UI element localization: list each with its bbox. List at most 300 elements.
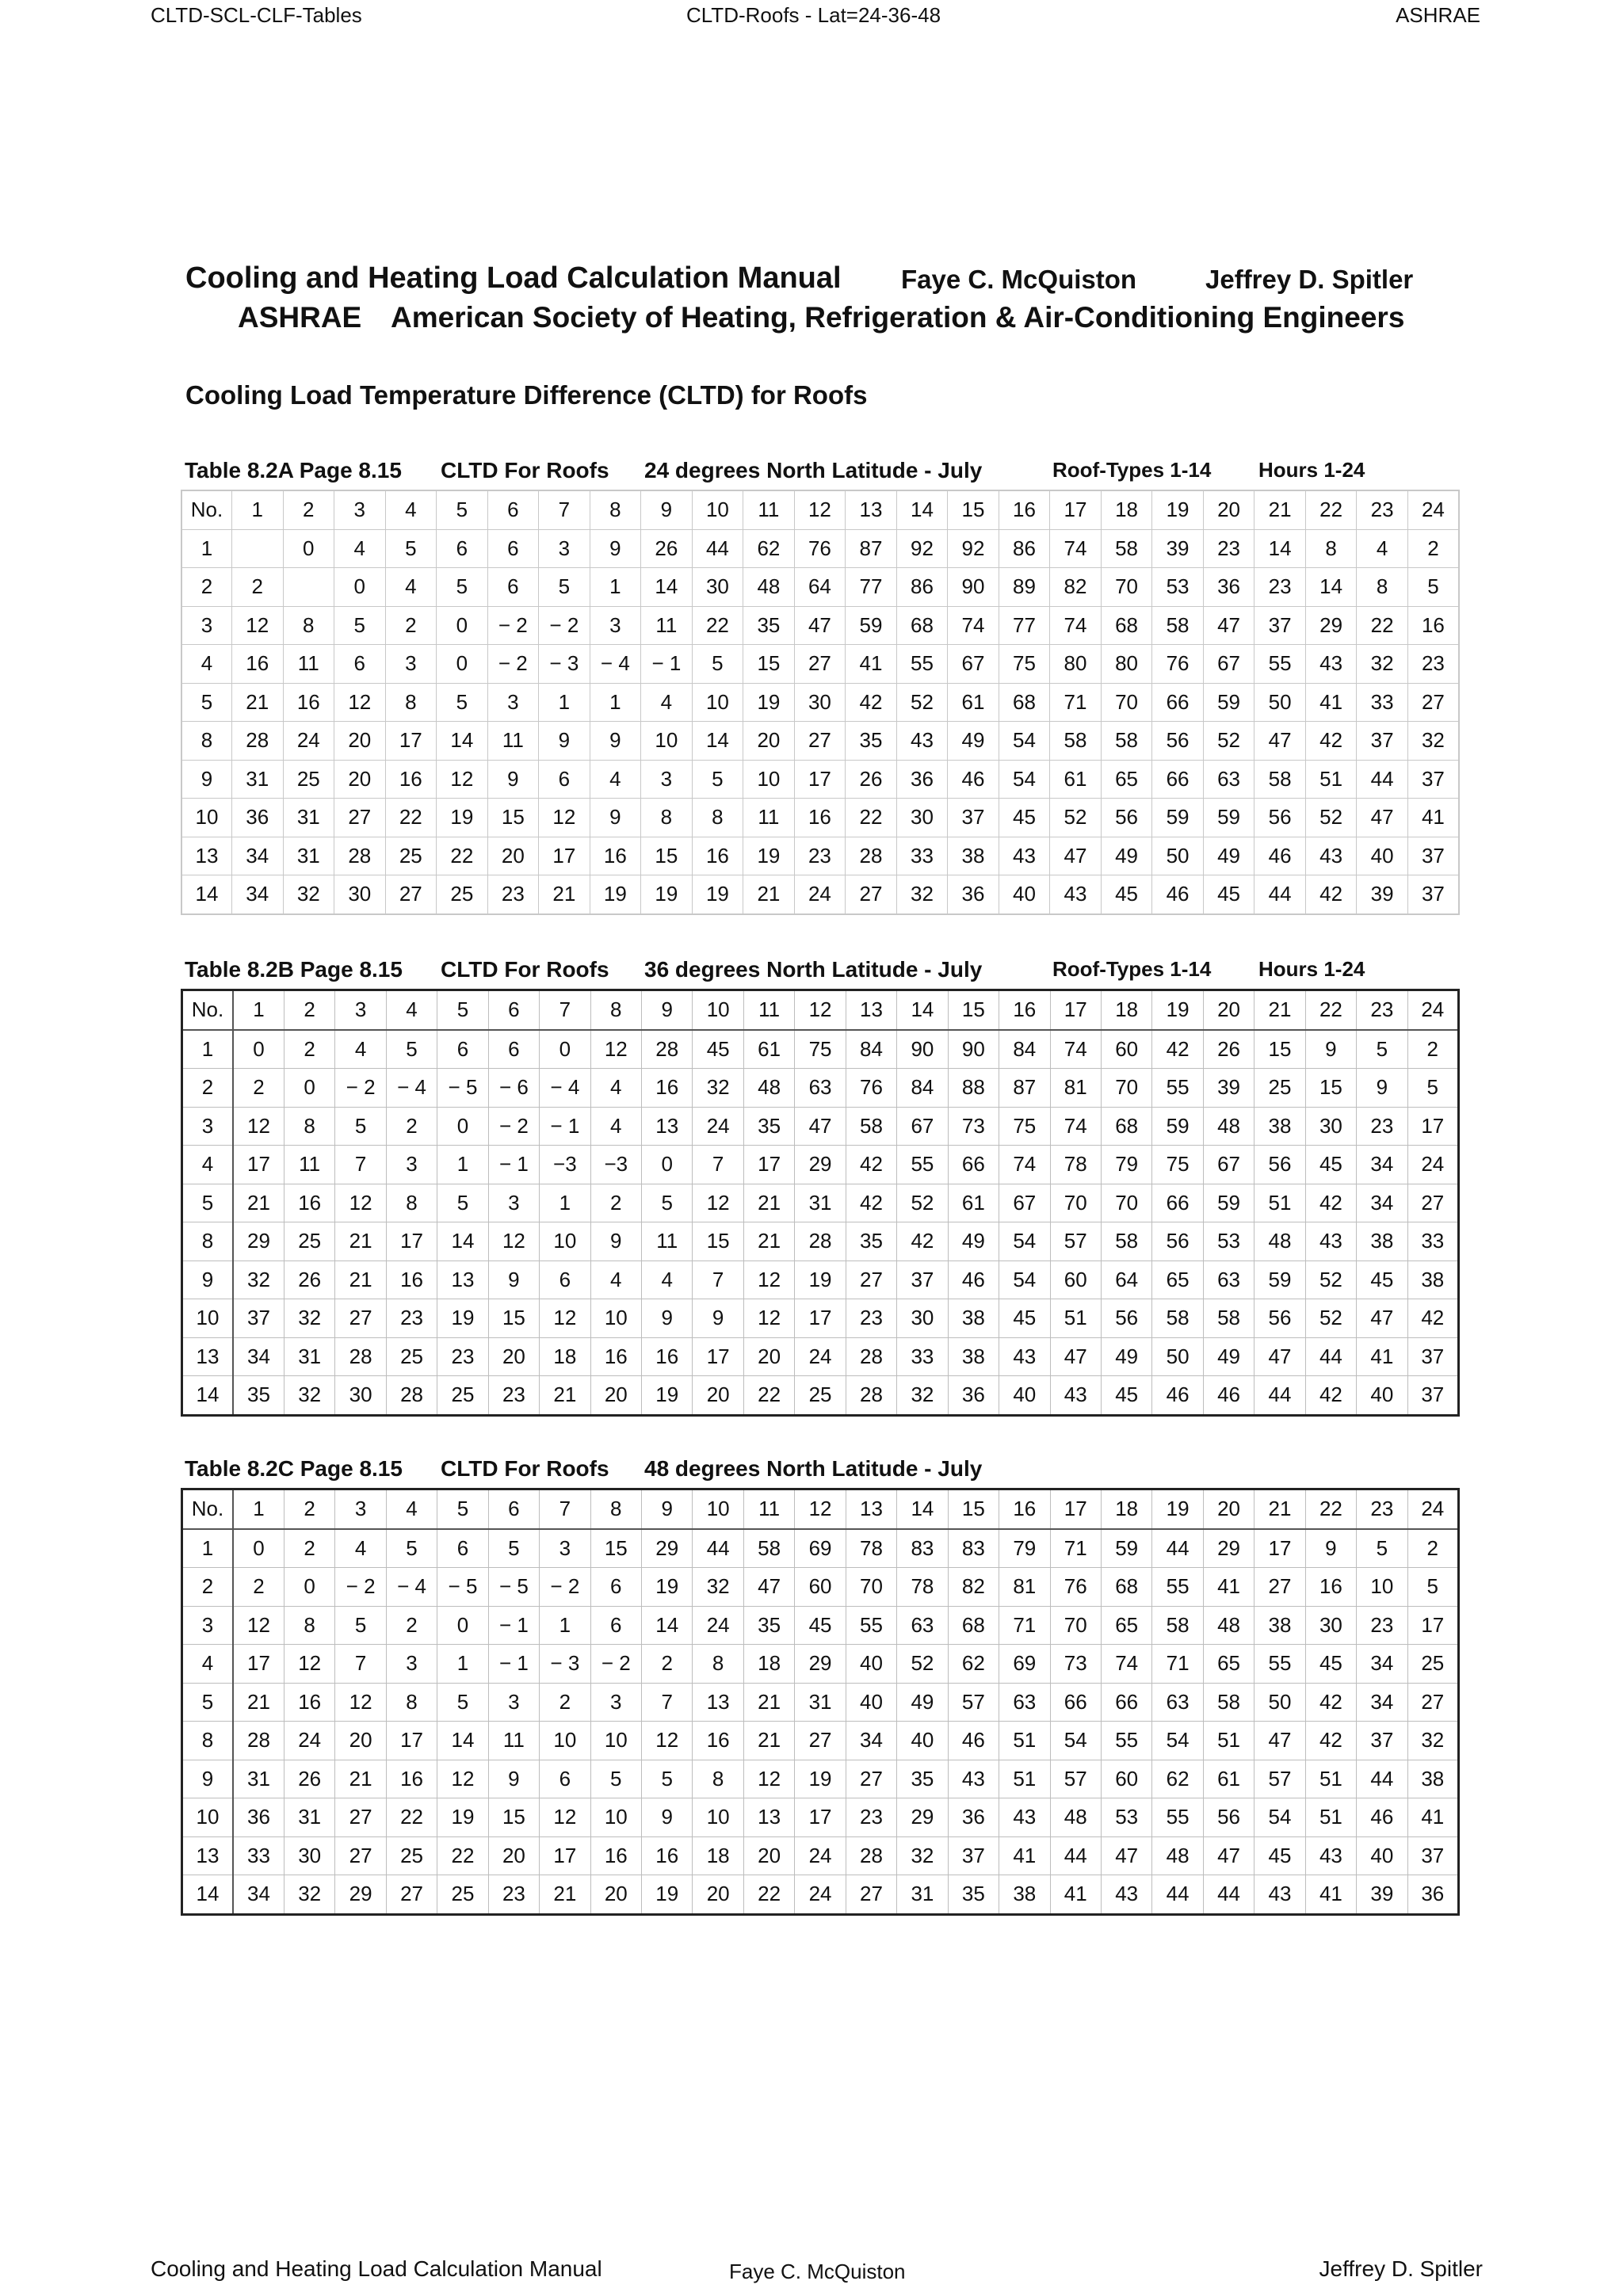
cltd-value: 6 bbox=[487, 529, 539, 568]
cltd-value: 60 bbox=[1101, 1030, 1151, 1069]
cltd-value: 46 bbox=[1152, 1376, 1203, 1416]
hour-header: 8 bbox=[590, 1489, 641, 1529]
cltd-value: 37 bbox=[948, 1836, 999, 1875]
cltd-value: 75 bbox=[795, 1030, 846, 1069]
cltd-value: 27 bbox=[846, 1760, 896, 1798]
cltd-value: 30 bbox=[896, 799, 948, 837]
cltd-value: 65 bbox=[1101, 760, 1152, 799]
cltd-value: 32 bbox=[897, 1376, 948, 1416]
cltd-value: 36 bbox=[948, 875, 999, 914]
cltd-value: 6 bbox=[437, 1030, 488, 1069]
cltd-value: 58 bbox=[1050, 722, 1102, 761]
cltd-value: 20 bbox=[693, 1376, 743, 1416]
cltd-value: 23 bbox=[846, 1299, 896, 1338]
cltd-value: 0 bbox=[284, 1568, 334, 1607]
cltd-value: 6 bbox=[590, 1568, 641, 1607]
cltd-value: 46 bbox=[948, 1722, 999, 1760]
cltd-value: 32 bbox=[897, 1836, 948, 1875]
cltd-value: 55 bbox=[1254, 1645, 1305, 1684]
cltd-value: 12 bbox=[743, 1299, 794, 1338]
cltd-value: 2 bbox=[232, 568, 284, 607]
cltd-value: 44 bbox=[693, 1529, 743, 1568]
cltd-value: 27 bbox=[846, 875, 897, 914]
cltd-value: 42 bbox=[1305, 875, 1357, 914]
cltd-value: 81 bbox=[999, 1568, 1050, 1607]
cltd-value: 42 bbox=[1305, 1683, 1356, 1722]
cltd-value: 2 bbox=[385, 606, 437, 645]
cltd-value: 57 bbox=[1254, 1760, 1305, 1798]
cltd-value: 60 bbox=[795, 1568, 846, 1607]
cltd-value: 26 bbox=[846, 760, 897, 799]
cltd-value: 5 bbox=[386, 1529, 437, 1568]
table-roof-types: Roof-Types 1-14 bbox=[1052, 957, 1212, 981]
cltd-value: 65 bbox=[1152, 1261, 1203, 1299]
cltd-value: 34 bbox=[1357, 1184, 1407, 1222]
roof-type-no: 5 bbox=[182, 1184, 234, 1222]
cltd-value: 46 bbox=[1357, 1798, 1407, 1837]
cltd-value: 47 bbox=[1254, 722, 1306, 761]
cltd-value: 90 bbox=[897, 1030, 948, 1069]
roof-type-no: 1 bbox=[181, 529, 232, 568]
cltd-value: 56 bbox=[1152, 722, 1204, 761]
roof-type-no: 4 bbox=[182, 1146, 234, 1184]
cltd-value: 21 bbox=[233, 1683, 284, 1722]
hour-header: 5 bbox=[437, 1489, 488, 1529]
cltd-value: 14 bbox=[437, 722, 488, 761]
cltd-value: 17 bbox=[539, 837, 590, 875]
cltd-value: 92 bbox=[896, 529, 948, 568]
cltd-value: 11 bbox=[743, 799, 795, 837]
cltd-value: 15 bbox=[488, 1798, 539, 1837]
cltd-value: 5 bbox=[692, 760, 743, 799]
cltd-value: 90 bbox=[948, 1030, 999, 1069]
cltd-value: 51 bbox=[1305, 1798, 1356, 1837]
cltd-value: 81 bbox=[1050, 1069, 1101, 1108]
cltd-value: 10 bbox=[540, 1722, 590, 1760]
cltd-value: 83 bbox=[897, 1529, 948, 1568]
cltd-value: 29 bbox=[897, 1798, 948, 1837]
cltd-value: − 2 bbox=[335, 1568, 386, 1607]
table-row bbox=[182, 1146, 1459, 1184]
table-caption bbox=[181, 458, 1460, 490]
cltd-value: 22 bbox=[1357, 606, 1408, 645]
cltd-value: 17 bbox=[795, 1798, 846, 1837]
cltd-value: 6 bbox=[540, 1261, 590, 1299]
cltd-value: 70 bbox=[846, 1568, 896, 1607]
cltd-value: 5 bbox=[1357, 1030, 1407, 1069]
cltd-value: 52 bbox=[1305, 1299, 1356, 1338]
table-row bbox=[182, 1030, 1459, 1069]
cltd-value: 14 bbox=[641, 568, 693, 607]
cltd-value: 12 bbox=[540, 1299, 590, 1338]
cltd-value: 74 bbox=[1050, 1030, 1101, 1069]
cltd-value: 32 bbox=[1407, 1722, 1458, 1760]
cltd-value: 16 bbox=[1305, 1568, 1356, 1607]
roof-type-no: 8 bbox=[182, 1722, 234, 1760]
cltd-value: 6 bbox=[590, 1606, 641, 1645]
cltd-value: 11 bbox=[283, 645, 334, 684]
hour-header: 11 bbox=[743, 490, 795, 529]
cltd-value: 12 bbox=[540, 1798, 590, 1837]
cltd-value: 68 bbox=[896, 606, 948, 645]
cltd-value: 47 bbox=[1357, 799, 1408, 837]
cltd-value: 20 bbox=[590, 1376, 641, 1416]
cltd-value: 14 bbox=[692, 722, 743, 761]
cltd-value: 28 bbox=[335, 1337, 386, 1376]
cltd-value: 43 bbox=[1050, 1376, 1101, 1416]
cltd-value: 26 bbox=[1203, 1030, 1254, 1069]
hour-header: 11 bbox=[743, 1489, 794, 1529]
cltd-value: 43 bbox=[1305, 645, 1357, 684]
cltd-value: 5 bbox=[386, 1030, 437, 1069]
table-row bbox=[181, 875, 1459, 914]
table-row bbox=[181, 799, 1459, 837]
cltd-value: 47 bbox=[795, 1107, 846, 1146]
cltd-value: 13 bbox=[693, 1683, 743, 1722]
cltd-value: 17 bbox=[794, 760, 846, 799]
cltd-value: 12 bbox=[590, 1030, 641, 1069]
cltd-value: 1 bbox=[590, 683, 641, 722]
hour-header: 22 bbox=[1305, 490, 1357, 529]
cltd-value: 43 bbox=[1305, 1836, 1356, 1875]
cltd-value: 76 bbox=[1050, 1568, 1101, 1607]
cltd-value: 48 bbox=[743, 1069, 794, 1108]
cltd-value: 43 bbox=[896, 722, 948, 761]
cltd-value: 48 bbox=[1203, 1107, 1254, 1146]
author-1: Faye C. McQuiston bbox=[901, 265, 1137, 294]
cltd-value: 15 bbox=[693, 1222, 743, 1261]
cltd-value: 43 bbox=[1305, 837, 1357, 875]
roof-type-no: 13 bbox=[182, 1337, 234, 1376]
cltd-value: 21 bbox=[743, 875, 795, 914]
hour-header: 16 bbox=[999, 1489, 1050, 1529]
cltd-value: 15 bbox=[488, 1299, 539, 1338]
hour-header: 7 bbox=[540, 1489, 590, 1529]
roof-no-header: No. bbox=[181, 490, 232, 529]
cltd-value: 37 bbox=[233, 1299, 284, 1338]
cltd-value: 0 bbox=[540, 1030, 590, 1069]
cltd-value: 5 bbox=[334, 606, 386, 645]
cltd-value: 9 bbox=[539, 722, 590, 761]
hour-header: 8 bbox=[590, 490, 641, 529]
cltd-value: 59 bbox=[846, 606, 897, 645]
cltd-value: 54 bbox=[1050, 1722, 1101, 1760]
cltd-value: 47 bbox=[1050, 1337, 1101, 1376]
table-caption bbox=[181, 1456, 1460, 1488]
cltd-value: 53 bbox=[1203, 1222, 1254, 1261]
cltd-value: 17 bbox=[743, 1146, 794, 1184]
hour-header: 6 bbox=[488, 990, 539, 1030]
hour-header: 23 bbox=[1357, 490, 1408, 529]
cltd-value: 47 bbox=[1357, 1299, 1407, 1338]
cltd-value: 38 bbox=[999, 1875, 1050, 1915]
table-kind: CLTD For Roofs bbox=[441, 957, 609, 982]
cltd-value: 57 bbox=[1050, 1760, 1101, 1798]
cltd-value: 58 bbox=[1101, 529, 1152, 568]
cltd-value: 50 bbox=[1254, 1683, 1305, 1722]
cltd-value: 34 bbox=[232, 875, 284, 914]
cltd-value: 47 bbox=[1203, 606, 1254, 645]
cltd-value: 56 bbox=[1101, 1299, 1151, 1338]
cltd-value: 32 bbox=[284, 1376, 334, 1416]
cltd-value: 44 bbox=[1203, 1875, 1254, 1915]
hour-header: 10 bbox=[693, 990, 743, 1030]
cltd-value: 37 bbox=[1357, 1722, 1407, 1760]
hour-header: 21 bbox=[1254, 990, 1305, 1030]
cltd-value: 28 bbox=[846, 1376, 896, 1416]
cltd-value: 34 bbox=[1357, 1645, 1407, 1684]
cltd-value: 10 bbox=[692, 683, 743, 722]
cltd-value: 20 bbox=[334, 760, 386, 799]
cltd-value: 41 bbox=[999, 1836, 1050, 1875]
cltd-value: 47 bbox=[1254, 1337, 1305, 1376]
table-row bbox=[182, 1069, 1459, 1108]
cltd-value: 11 bbox=[284, 1146, 334, 1184]
table-8-2a-block bbox=[181, 458, 1460, 915]
cltd-value: 42 bbox=[846, 683, 897, 722]
table-row bbox=[182, 1606, 1459, 1645]
cltd-value: 35 bbox=[743, 606, 795, 645]
cltd-value: 25 bbox=[386, 1836, 437, 1875]
hour-header: 15 bbox=[948, 490, 999, 529]
cltd-value: 23 bbox=[1407, 645, 1459, 684]
cltd-value: 42 bbox=[846, 1184, 896, 1222]
cltd-value: 25 bbox=[437, 1376, 488, 1416]
table-row bbox=[182, 1299, 1459, 1338]
cltd-value: 41 bbox=[1357, 1337, 1407, 1376]
cltd-value: 8 bbox=[1305, 529, 1357, 568]
cltd-value: 48 bbox=[1050, 1798, 1101, 1837]
cltd-value: 62 bbox=[1152, 1760, 1203, 1798]
cltd-value: 4 bbox=[335, 1030, 386, 1069]
table-row bbox=[182, 1568, 1459, 1607]
cltd-value: 0 bbox=[437, 606, 488, 645]
cltd-value: 17 bbox=[1254, 1529, 1305, 1568]
cltd-value: 44 bbox=[1305, 1337, 1356, 1376]
cltd-value: 42 bbox=[1407, 1299, 1458, 1338]
cltd-value: 32 bbox=[284, 1299, 334, 1338]
cltd-value: 65 bbox=[1101, 1606, 1151, 1645]
hour-header: 9 bbox=[642, 990, 693, 1030]
hour-header: 20 bbox=[1203, 990, 1254, 1030]
cltd-value: 0 bbox=[437, 1606, 488, 1645]
cltd-value: 6 bbox=[488, 1030, 539, 1069]
cltd-value: 8 bbox=[641, 799, 693, 837]
cltd-value: 58 bbox=[743, 1529, 794, 1568]
cltd-value: 12 bbox=[437, 760, 488, 799]
cltd-value: 20 bbox=[487, 837, 539, 875]
cltd-value: 2 bbox=[284, 1529, 334, 1568]
cltd-value: 76 bbox=[1152, 645, 1204, 684]
cltd-value: 3 bbox=[590, 606, 641, 645]
hour-header: 24 bbox=[1407, 490, 1459, 529]
hour-header: 4 bbox=[386, 990, 437, 1030]
cltd-value: 16 bbox=[385, 760, 437, 799]
cltd-value: 23 bbox=[1203, 529, 1254, 568]
cltd-value: 8 bbox=[386, 1683, 437, 1722]
table-row bbox=[182, 1760, 1459, 1798]
hour-header: 17 bbox=[1050, 990, 1101, 1030]
cltd-value: 25 bbox=[437, 875, 488, 914]
cltd-value: 12 bbox=[642, 1722, 693, 1760]
table-row bbox=[182, 1261, 1459, 1299]
cltd-value: 13 bbox=[642, 1107, 693, 1146]
cltd-value: 74 bbox=[1050, 606, 1102, 645]
hour-header: 7 bbox=[540, 990, 590, 1030]
cltd-value: 8 bbox=[693, 1760, 743, 1798]
cltd-value: 17 bbox=[233, 1146, 284, 1184]
cltd-value: 28 bbox=[846, 1836, 896, 1875]
cltd-value: 20 bbox=[590, 1875, 641, 1915]
table-row bbox=[182, 1722, 1459, 1760]
cltd-value: 63 bbox=[795, 1069, 846, 1108]
cltd-value: 1 bbox=[590, 568, 641, 607]
cltd-value: 52 bbox=[1305, 799, 1357, 837]
table-row bbox=[181, 722, 1459, 761]
cltd-value: 0 bbox=[642, 1146, 693, 1184]
cltd-value: 20 bbox=[335, 1722, 386, 1760]
cltd-value: 38 bbox=[1357, 1222, 1407, 1261]
cltd-value: 71 bbox=[1050, 1529, 1101, 1568]
cltd-value: 46 bbox=[948, 1261, 999, 1299]
table-kind: CLTD For Roofs bbox=[441, 458, 609, 482]
roof-type-no: 1 bbox=[182, 1030, 234, 1069]
cltd-value: 34 bbox=[846, 1722, 896, 1760]
cltd-value: 22 bbox=[846, 799, 897, 837]
cltd-value: 13 bbox=[743, 1798, 794, 1837]
cltd-value: 6 bbox=[334, 645, 386, 684]
cltd-value: 28 bbox=[232, 722, 284, 761]
cltd-value: 59 bbox=[1254, 1261, 1305, 1299]
hour-header: 17 bbox=[1050, 490, 1102, 529]
cltd-value: 27 bbox=[846, 1261, 896, 1299]
cltd-value: 59 bbox=[1203, 799, 1254, 837]
cltd-value: 34 bbox=[1357, 1146, 1407, 1184]
cltd-value: 10 bbox=[540, 1222, 590, 1261]
hour-header: 16 bbox=[999, 490, 1050, 529]
cltd-value: 22 bbox=[692, 606, 743, 645]
cltd-value: 30 bbox=[284, 1836, 334, 1875]
cltd-value: 18 bbox=[743, 1645, 794, 1684]
cltd-value: 16 bbox=[284, 1184, 334, 1222]
table-kind: CLTD For Roofs bbox=[441, 1456, 609, 1481]
cltd-value: 43 bbox=[999, 1798, 1050, 1837]
cltd-value: 58 bbox=[1254, 760, 1306, 799]
cltd-value: 10 bbox=[590, 1798, 641, 1837]
cltd-value: 30 bbox=[335, 1376, 386, 1416]
cltd-value: 86 bbox=[999, 529, 1050, 568]
cltd-value: 26 bbox=[284, 1760, 334, 1798]
cltd-value: 70 bbox=[1101, 1069, 1151, 1108]
cltd-value: 14 bbox=[642, 1606, 693, 1645]
cltd-value: 16 bbox=[590, 837, 641, 875]
cltd-value: 48 bbox=[1152, 1836, 1203, 1875]
cltd-value: 22 bbox=[743, 1875, 794, 1915]
table-id: Table 8.2B Page 8.15 bbox=[185, 957, 403, 982]
cltd-value: 16 bbox=[692, 837, 743, 875]
cltd-value: 44 bbox=[1254, 1376, 1305, 1416]
cltd-value: 55 bbox=[1152, 1069, 1203, 1108]
cltd-value: 19 bbox=[437, 1798, 488, 1837]
cltd-value: 34 bbox=[1357, 1683, 1407, 1722]
cltd-value: 4 bbox=[641, 683, 693, 722]
cltd-value: 37 bbox=[1407, 1836, 1458, 1875]
cltd-value: 9 bbox=[693, 1299, 743, 1338]
cltd-value: 54 bbox=[1152, 1722, 1203, 1760]
cltd-value: 71 bbox=[1050, 683, 1102, 722]
cltd-value: 2 bbox=[233, 1069, 284, 1108]
cltd-value: 0 bbox=[437, 1107, 488, 1146]
cltd-value: 80 bbox=[1101, 645, 1152, 684]
header-right-text: ASHRAE bbox=[1396, 3, 1480, 27]
cltd-value: 5 bbox=[692, 645, 743, 684]
cltd-value: 31 bbox=[795, 1184, 846, 1222]
cltd-value: 17 bbox=[233, 1645, 284, 1684]
cltd-value: 4 bbox=[642, 1261, 693, 1299]
cltd-value: 7 bbox=[335, 1146, 386, 1184]
cltd-value: 44 bbox=[1254, 875, 1306, 914]
hour-header: 12 bbox=[795, 1489, 846, 1529]
roof-type-no: 10 bbox=[181, 799, 232, 837]
cltd-value: 10 bbox=[693, 1798, 743, 1837]
cltd-value: 58 bbox=[1203, 1683, 1254, 1722]
cltd-value: 31 bbox=[795, 1683, 846, 1722]
cltd-value: 12 bbox=[539, 799, 590, 837]
cltd-value: 3 bbox=[386, 1645, 437, 1684]
cltd-value: − 2 bbox=[540, 1568, 590, 1607]
cltd-value: 23 bbox=[794, 837, 846, 875]
cltd-value: 31 bbox=[284, 1337, 334, 1376]
footer-right-text: Jeffrey D. Spitler bbox=[1319, 2256, 1483, 2281]
cltd-value: 33 bbox=[233, 1836, 284, 1875]
cltd-value: 2 bbox=[540, 1683, 590, 1722]
cltd-value: 31 bbox=[283, 799, 334, 837]
cltd-value: 21 bbox=[743, 1222, 794, 1261]
cltd-value: 74 bbox=[948, 606, 999, 645]
cltd-value: 24 bbox=[794, 875, 846, 914]
cltd-value: 35 bbox=[846, 1222, 896, 1261]
cltd-value: 61 bbox=[743, 1030, 794, 1069]
cltd-value: 35 bbox=[897, 1760, 948, 1798]
table-row bbox=[182, 1337, 1459, 1376]
cltd-value: 16 bbox=[642, 1337, 693, 1376]
running-header bbox=[0, 3, 1623, 35]
cltd-value: 77 bbox=[846, 568, 897, 607]
cltd-value: 2 bbox=[590, 1184, 641, 1222]
cltd-value: 38 bbox=[948, 837, 999, 875]
cltd-value: 59 bbox=[1152, 1107, 1203, 1146]
cltd-value: 46 bbox=[1203, 1376, 1254, 1416]
cltd-value: 3 bbox=[488, 1683, 539, 1722]
cltd-value: 28 bbox=[233, 1722, 284, 1760]
cltd-value: 5 bbox=[590, 1760, 641, 1798]
cltd-value: 43 bbox=[1050, 875, 1102, 914]
hour-header: 6 bbox=[488, 1489, 539, 1529]
cltd-value: 55 bbox=[896, 645, 948, 684]
cltd-value: 4 bbox=[335, 1529, 386, 1568]
cltd-value: 8 bbox=[284, 1107, 334, 1146]
cltd-value: 51 bbox=[1305, 1760, 1356, 1798]
table-row bbox=[182, 1376, 1459, 1416]
cltd-value: 27 bbox=[794, 645, 846, 684]
cltd-value: 80 bbox=[1050, 645, 1102, 684]
cltd-value: 22 bbox=[386, 1798, 437, 1837]
cltd-value: 34 bbox=[232, 837, 284, 875]
cltd-value: 15 bbox=[1254, 1030, 1305, 1069]
roof-type-no: 8 bbox=[181, 722, 232, 761]
hour-header: 9 bbox=[642, 1489, 693, 1529]
cltd-value: 3 bbox=[386, 1146, 437, 1184]
